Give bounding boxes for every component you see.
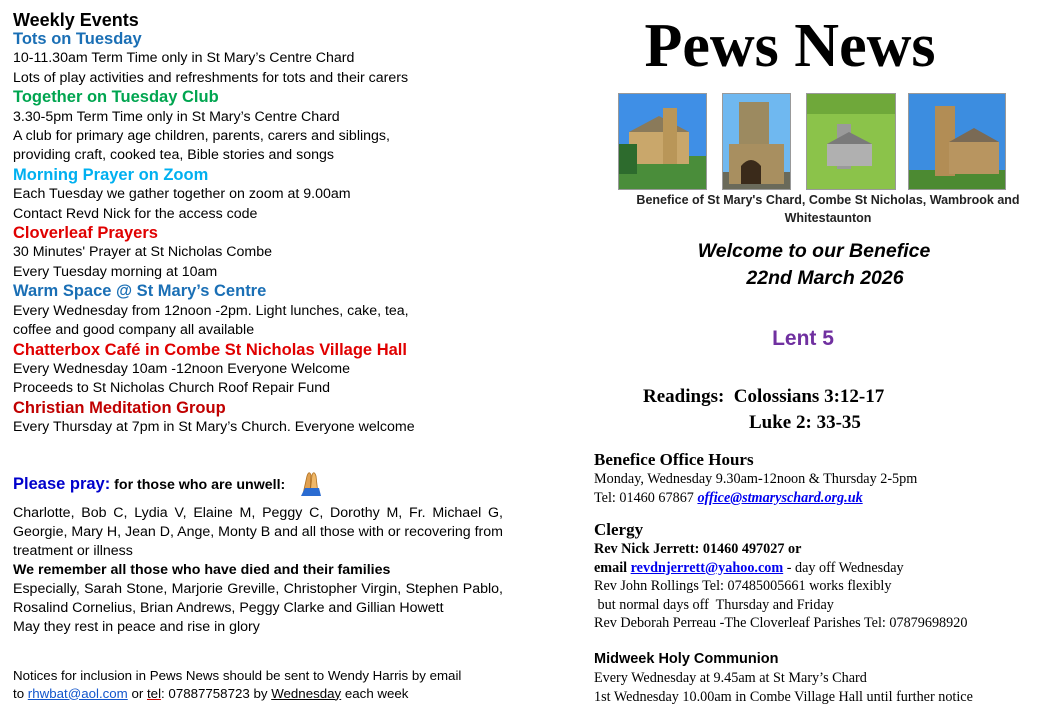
office-hours-section	[594, 449, 1039, 507]
office-heading: Benefice Office Hours	[594, 450, 754, 469]
event-line: providing craft, cooked tea, Bible stories and songs	[13, 147, 334, 164]
notice-to: to	[13, 685, 28, 701]
welcome-date: 22nd March 2026	[746, 267, 904, 289]
prayer-heading	[13, 474, 503, 504]
church-photos	[618, 93, 1016, 188]
clergy-nick-email	[594, 559, 1039, 578]
notice-day: Wednesday	[271, 685, 342, 701]
welcome-block	[594, 238, 1034, 292]
weekly-events-section	[13, 10, 503, 438]
event-title: Christian Meditation Group	[13, 398, 226, 417]
notice-text	[13, 667, 513, 702]
notice-tel-label: tel	[146, 685, 162, 701]
clergy-john-2: but normal days off Thursday and Friday	[594, 596, 834, 613]
event-line: Every Wednesday from 12noon -2pm. Light lunches, cake, tea,	[13, 302, 409, 319]
nick-email-link[interactable]: revdnjerrett@yahoo.com	[630, 559, 784, 576]
office-contact	[594, 489, 1039, 508]
midweek-line1: Every Wednesday at 9.45am at St Mary’s Chard	[594, 670, 867, 686]
clergy-heading: Clergy	[594, 520, 644, 539]
prayer-lead-rest: for those who are unwell:	[110, 477, 286, 493]
midweek-line2: 1st Wednesday 10.00am in Combe Village Hall until further notice	[594, 688, 973, 705]
sunday-name: Lent 5	[772, 327, 834, 350]
event-title: Warm Space @ St Mary’s Centre	[13, 282, 267, 301]
event-line: 30 Minutes' Prayer at St Nicholas Combe	[13, 244, 272, 261]
event-line: Every Thursday at 7pm in St Mary’s Church. Everyone welcome	[13, 419, 415, 436]
event-line: Lots of play activities and refreshments for tots and their carers	[13, 69, 409, 86]
reading-first: Colossians 3:12-17	[733, 386, 885, 407]
event-title: Morning Prayer on Zoom	[13, 165, 209, 184]
masthead-title: Pews News	[644, 12, 936, 80]
welcome-line: Welcome to our Benefice	[697, 240, 931, 262]
notice-email-link[interactable]: rhwbat@aol.com	[27, 685, 128, 701]
reading-second: Luke 2: 33-35	[749, 412, 861, 433]
nick-email-label: email	[594, 559, 631, 576]
event-line: coffee and good company all available	[13, 322, 255, 339]
office-email-link[interactable]: office@stmaryschard.org.uk	[697, 489, 863, 506]
church-photo-3	[806, 93, 896, 190]
notice-end: each week	[341, 685, 409, 701]
clergy-section	[594, 519, 1039, 633]
midweek-heading: Midweek Holy Communion	[594, 651, 779, 667]
notice-or: or	[127, 685, 147, 701]
office-hours: Monday, Wednesday 9.30am-12noon & Thursday 2-5pm	[594, 471, 918, 487]
weekly-events-heading: Weekly Events	[13, 10, 139, 30]
event-title: Tots on Tuesday	[13, 30, 142, 48]
prayer-lead: Please pray:	[13, 475, 111, 493]
event-title: Cloverleaf Prayers	[13, 224, 158, 243]
event-line: 3.30-5pm Term Time only in St Mary’s Centre Chard	[13, 108, 340, 125]
event-line: Every Tuesday morning at 10am	[13, 263, 218, 280]
clergy-deborah: Rev Deborah Perreau -The Cloverleaf Parishes Tel: 07879698920	[594, 615, 968, 631]
event-title: Together on Tuesday Club	[13, 88, 219, 107]
clergy-john-1: Rev John Rollings Tel: 07485005661 works flexibly	[594, 578, 892, 594]
midweek-section	[594, 650, 1039, 706]
event-title: Chatterbox Café in Combe St Nicholas Village Hall	[13, 340, 407, 359]
event-line: Contact Revd Nick for the access code	[13, 205, 258, 222]
office-tel: Tel: 01460 67867	[594, 489, 698, 506]
clergy-nick: Rev Nick Jerrett: 01460 497027 or	[594, 541, 802, 557]
readings-label: Readings:	[643, 386, 734, 407]
event-line: 10-11.30am Term Time only in St Mary’s Centre Chard	[13, 50, 355, 67]
event-line: Each Tuesday we gather together on zoom at 9.00am	[13, 186, 351, 203]
prayer-names: Charlotte, Bob C, Lydia V, Elaine M, Peggy C, Dorothy M, Fr. Michael G, Georgie, Mary H, Jean D, Ange, Monty B and all those with or recovering from treatment or illness	[13, 505, 503, 559]
remember-names: Especially, Sarah Stone, Marjorie Greville, Christopher Virgin, Stephen Pablo, Rosalind Cornelius, Brian Andrews, Peggy Clarke and Gillian Howett	[13, 581, 503, 616]
praying-hands-icon	[297, 466, 323, 496]
nick-dayoff: - day off Wednesday	[783, 559, 904, 576]
notice-line1: Notices for inclusion in Pews News should be sent to Wendy Harris by email	[13, 668, 462, 683]
event-line: A club for primary age children, parents, carers and siblings,	[13, 128, 390, 145]
prayer-closing: May they rest in peace and rise in glory	[13, 619, 260, 635]
notice-tel: : 07887758723 by	[161, 685, 272, 701]
readings-block	[643, 384, 884, 436]
event-line: Every Wednesday 10am -12noon Everyone Welcome	[13, 360, 351, 377]
remember-heading: We remember all those who have died and their families	[13, 562, 391, 578]
church-photo-1	[618, 93, 707, 190]
church-photo-4	[908, 93, 1006, 190]
events-list	[13, 30, 503, 438]
church-photo-2	[722, 93, 791, 190]
benefice-caption: Benefice of St Mary's Chard, Combe St Nicholas, Wambrook and Whitestaunton	[636, 193, 1020, 225]
notice-line2	[13, 685, 513, 703]
event-line: Proceeds to St Nicholas Church Roof Repair Fund	[13, 380, 331, 397]
prayer-section	[13, 474, 503, 637]
